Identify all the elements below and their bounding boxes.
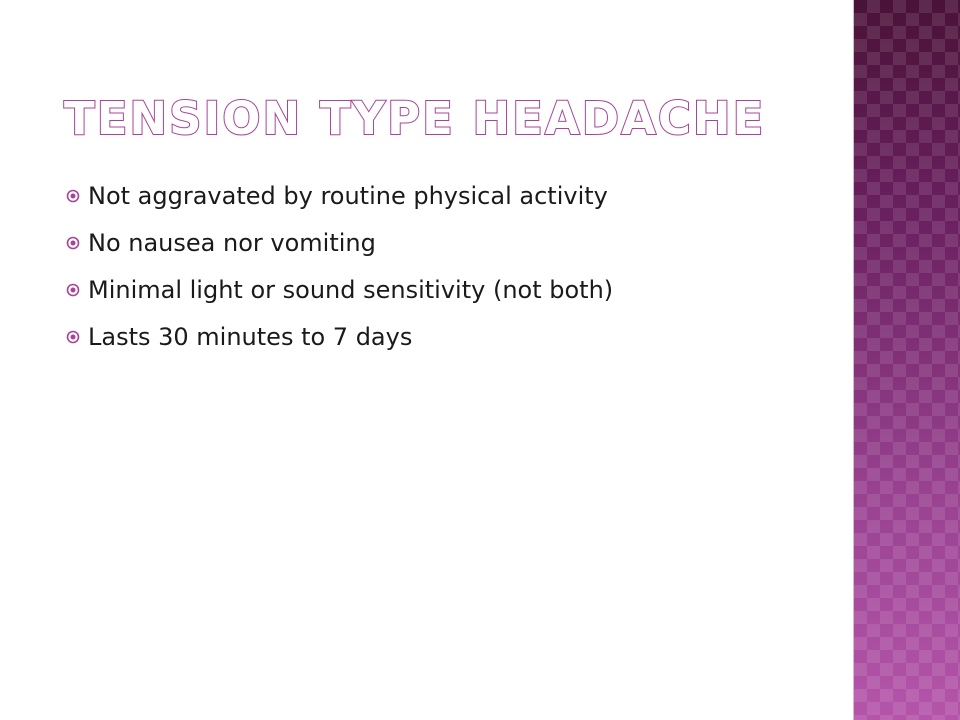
slide-title: TENSION TYPE HEADACHE — [64, 92, 766, 145]
bullet-text: No nausea nor vomiting — [88, 229, 376, 257]
bullet-text: Minimal light or sound sensitivity (not both) — [88, 276, 614, 304]
circle-dot-bullet-icon — [66, 283, 80, 297]
bullet-list — [66, 180, 826, 354]
circle-dot-bullet-icon — [66, 236, 80, 250]
bullet-item — [66, 227, 826, 260]
circle-dot-bullet-icon — [66, 330, 80, 344]
decorative-side-panel — [853, 0, 960, 720]
bullet-text: Not aggravated by routine physical activity — [88, 182, 608, 210]
slide-content — [66, 180, 826, 368]
bullet-text: Lasts 30 minutes to 7 days — [88, 323, 413, 351]
bullet-item — [66, 180, 826, 213]
bullet-item — [66, 274, 826, 307]
bullet-item — [66, 321, 826, 354]
circle-dot-bullet-icon — [66, 189, 80, 203]
